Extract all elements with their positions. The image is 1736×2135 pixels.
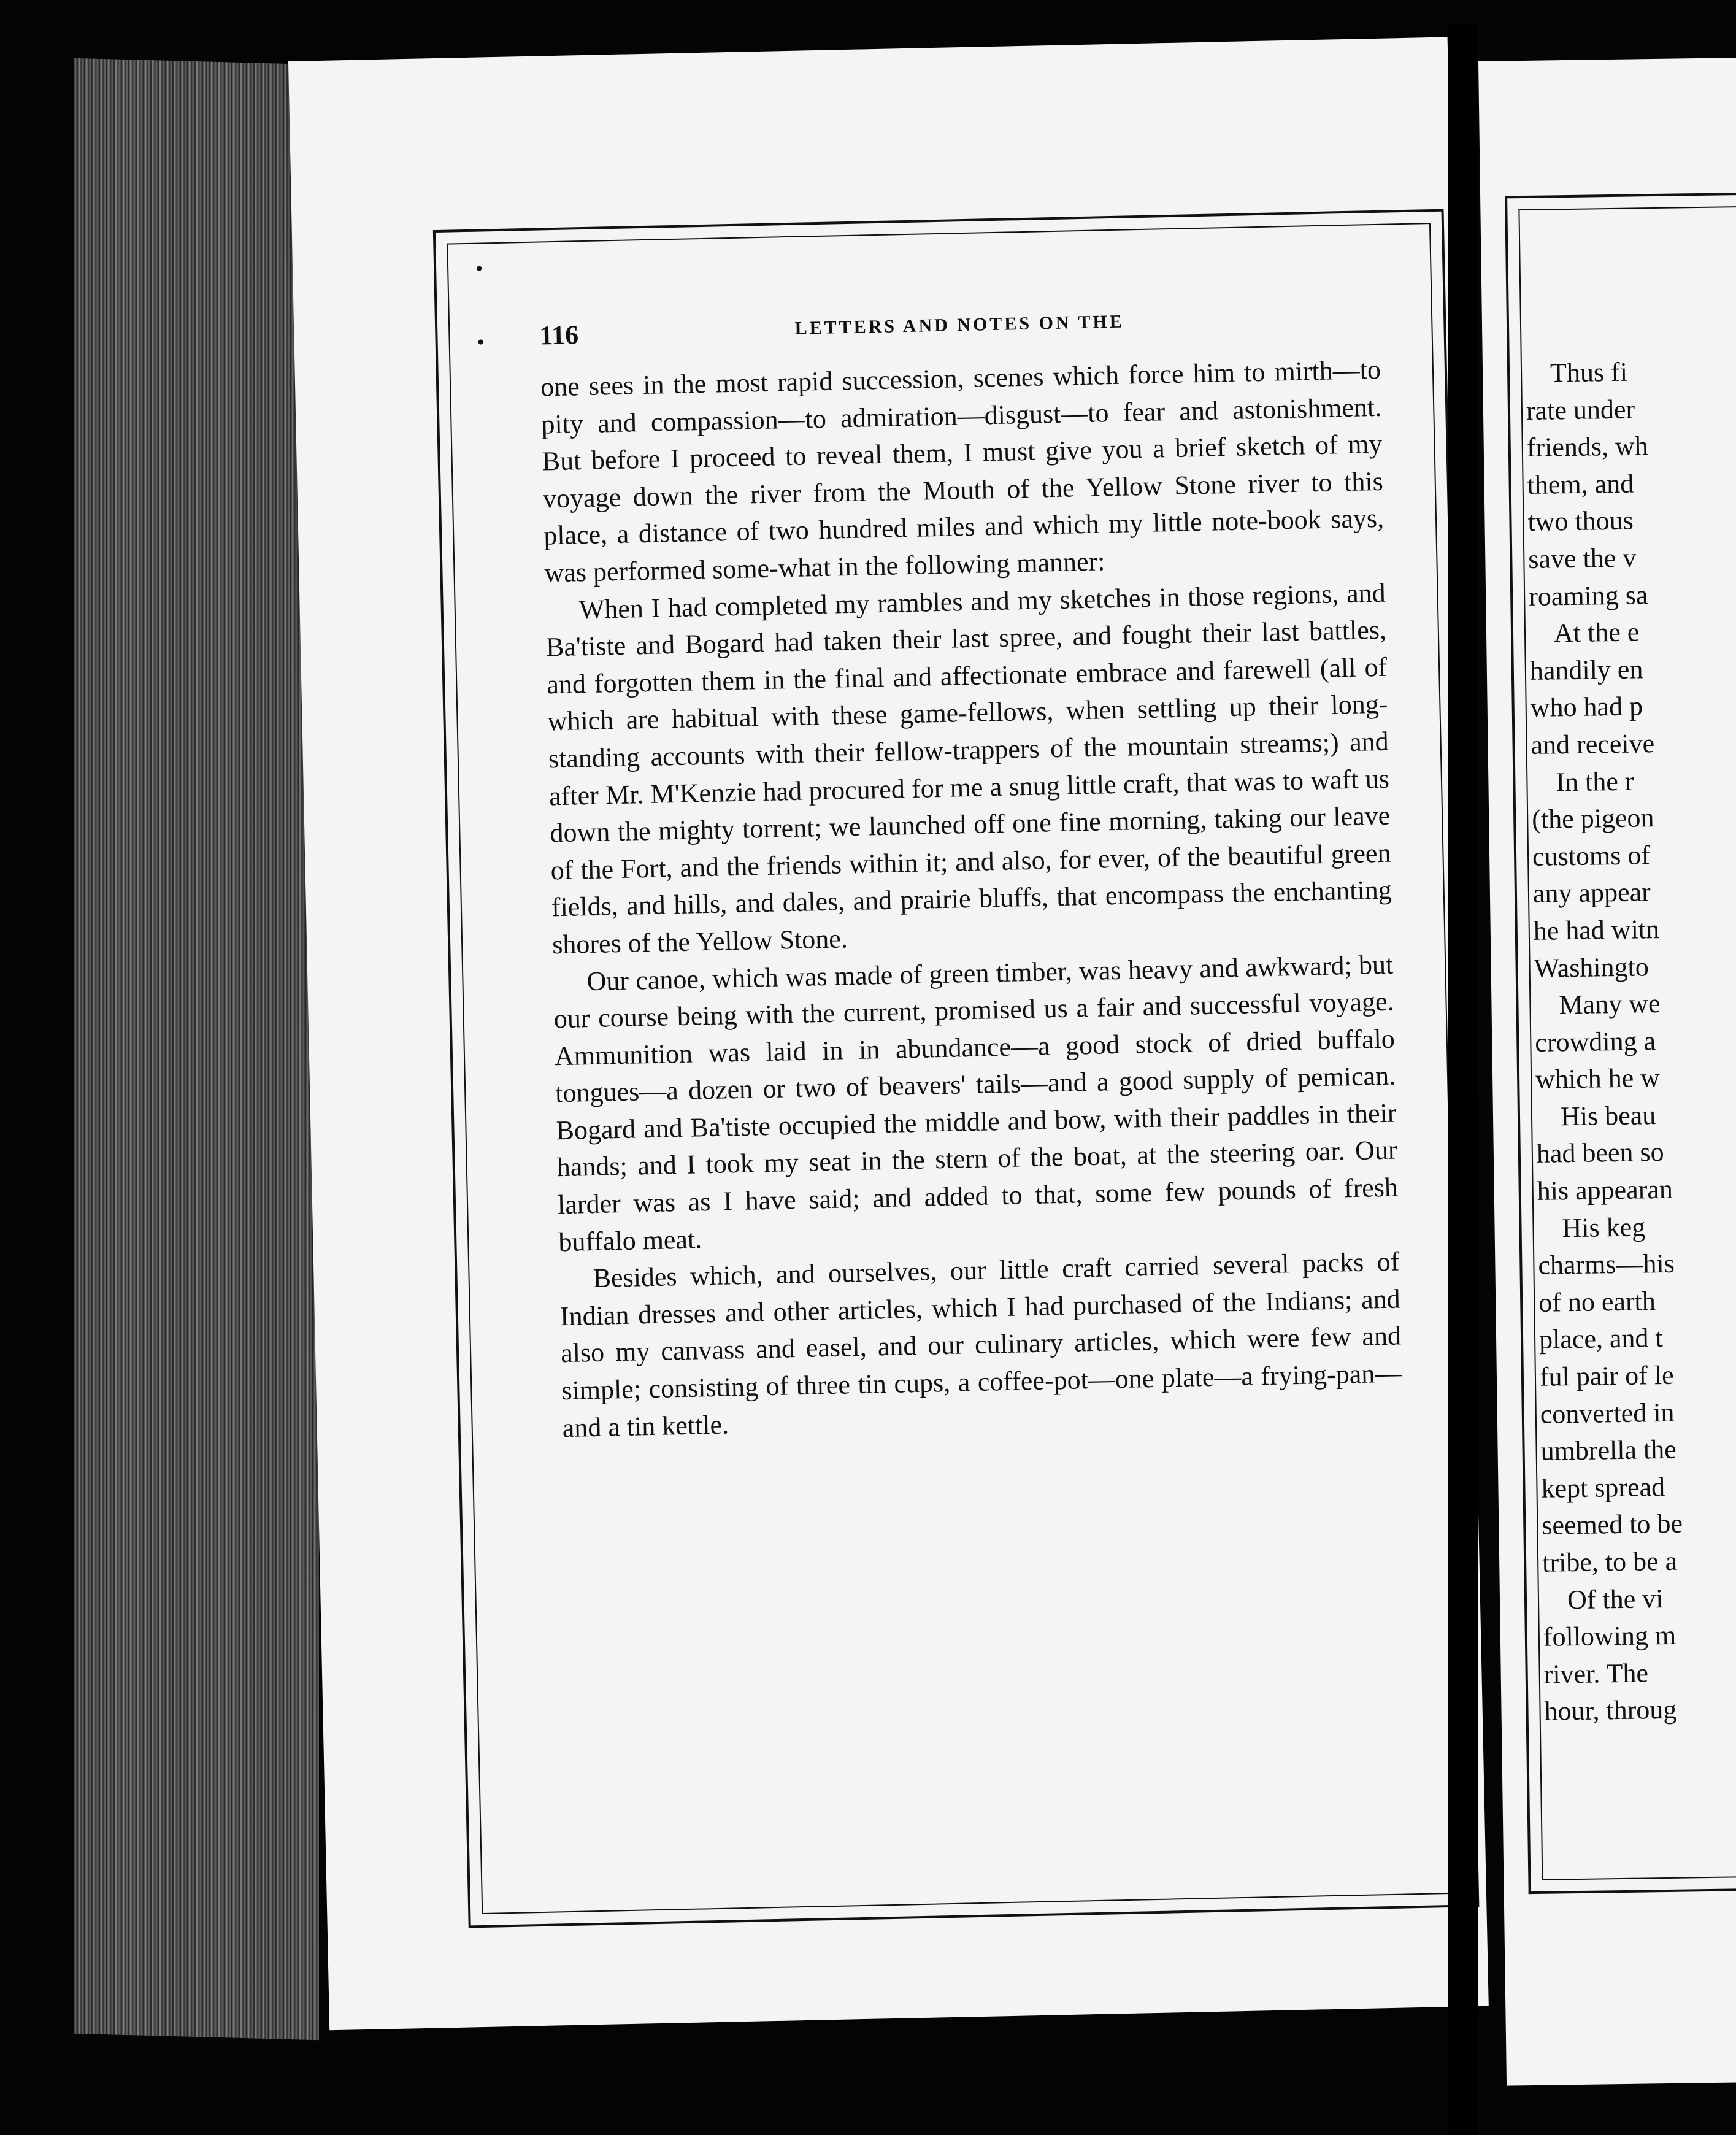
book-gutter	[1448, 25, 1478, 2135]
text-line: save the v	[1527, 542, 1637, 574]
text-line: kept spread	[1541, 1471, 1665, 1504]
text-line: friends, wh	[1526, 431, 1649, 463]
text-line: tribe, to be a	[1542, 1545, 1678, 1578]
text-line: two thous	[1527, 505, 1634, 537]
running-head-title: LETTERS AND NOTES ON THE	[794, 311, 1125, 339]
paragraph: Besides which, and ourselves, our little craft carried several packs of Indian dresses and other articles, which I had purchased of the Indians; and also my canvass and easel, and our culinary articles, which were few and simple; consisting of three tin cups, a coffee-pot—one plate—a frying-pan—and a tin kettle.	[559, 1246, 1402, 1443]
text-line: who had p	[1530, 691, 1643, 723]
right-page-text-fragments	[1526, 353, 1686, 1731]
text-line: crowding a	[1534, 1025, 1656, 1058]
text-line: At the e	[1553, 617, 1640, 648]
text-line: any appear	[1532, 877, 1651, 909]
text-line: had been so	[1536, 1137, 1664, 1169]
text-line: his appearan	[1537, 1174, 1673, 1206]
page-number: 116	[539, 320, 579, 351]
text-line: converted in	[1540, 1397, 1675, 1429]
text-line: place, and t	[1538, 1323, 1664, 1355]
text-line: Many we	[1559, 988, 1661, 1020]
text-line: (the pigeon	[1531, 802, 1654, 835]
text-line: following m	[1543, 1620, 1676, 1652]
paragraph: When I had completed my rambles and my sketches in those regions, and Ba'tiste and Bogard had taken their last spree, and fought their last battles, and forgotten them in the final and affectionate embrace and farewell (all of which are habitual with these game-fellows, when settling up their long-standing accounts with their fellow-trappers of the mountain streams;) and after Mr. M'Kenzie had procured for me a snug little craft, that was to waft us down the mighty torrent; we launched off one fine morning, taking our leave of the Fort, and the friends within it; and also, for ever, of the beautiful green fields, and hills, and dales, and prairie bluffs, that encompass the enchanting shores of the Yellow Stone.	[545, 577, 1392, 960]
text-line: umbrella the	[1540, 1434, 1677, 1467]
left-page-text-block	[539, 302, 1403, 1447]
text-line: handily en	[1529, 654, 1643, 686]
text-line: river. The	[1543, 1658, 1649, 1690]
text-line: ful pair of le	[1539, 1360, 1674, 1392]
book-page-edges	[74, 58, 319, 2040]
text-line: Thus fi	[1550, 356, 1628, 388]
paragraph: one sees in the most rapid succession, scenes which force him to mirth—to pity and compassion—to admiration—disgust—to fear and astonishment. But before I proceed to reveal them, I must give you a brief sketch of my voyage down the river from the Mouth of the Yellow Stone river to this place, a distance of two hundred miles and which my little note-book says, was performed some-what in the following manner:	[540, 354, 1385, 588]
text-line: His beau	[1560, 1100, 1656, 1132]
right-page	[1478, 58, 1736, 2086]
text-line: In the r	[1556, 766, 1634, 797]
text-line: Washingto	[1534, 951, 1650, 983]
text-line: he had witn	[1533, 914, 1660, 946]
text-line: which he w	[1535, 1063, 1661, 1095]
text-line: Of the vi	[1567, 1583, 1664, 1615]
text-line: customs of	[1532, 839, 1651, 872]
paragraph: Our canoe, which was made of green timber, was heavy and awkward; but our course being with the current, promised us a fair and successful voyage. Ammunition was laid in in abundance—a good stock of dried buffalo tongues—a dozen or two of beavers' tails—and a good supply of pemican. Bogard and Ba'tiste occupied the middle and bow, with their paddles in their hands; and I took my seat in the stern of the boat, at the steering oar. Our larder was as I have said; and added to that, some few pounds of fresh buffalo meat.	[553, 949, 1399, 1257]
text-line: them, and	[1527, 468, 1634, 500]
left-page	[288, 37, 1489, 2030]
text-line: roaming sa	[1528, 579, 1648, 612]
text-line: His keg	[1562, 1212, 1646, 1243]
text-line: charms—his	[1538, 1248, 1675, 1281]
text-line: seemed to be	[1541, 1508, 1683, 1541]
text-line: and receive	[1531, 728, 1655, 760]
text-line: rate under	[1526, 394, 1635, 426]
text-line: of no earth	[1538, 1286, 1656, 1318]
text-line: hour, throug	[1544, 1695, 1677, 1727]
